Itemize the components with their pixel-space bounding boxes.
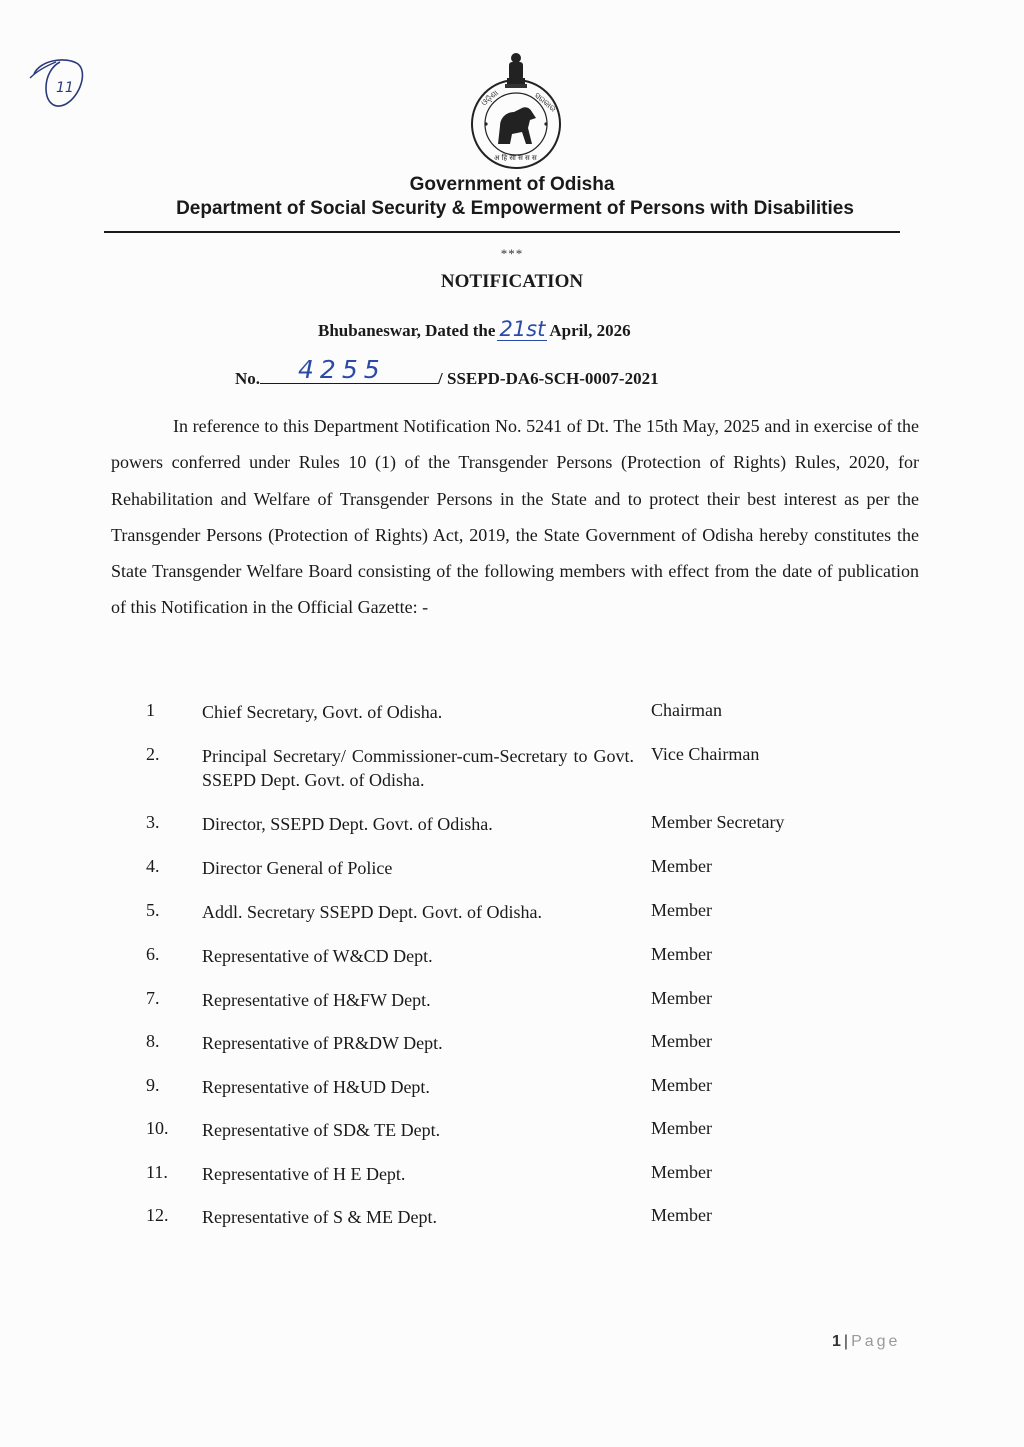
svg-text:अ हि सा स स स: अ हि सा स स स: [494, 154, 537, 162]
department-title: Department of Social Security & Empowerment of Persons with Disabilities: [176, 198, 854, 219]
member-designation: Addl. Secretary SSEPD Dept. Govt. of Odisha.: [202, 902, 542, 922]
svg-text:ସରକାର: ସରକାର: [532, 90, 558, 114]
member-number: 10.: [146, 1118, 169, 1138]
member-designation: Principal Secretary/ Commissioner-cum-Secretary to Govt. SSEPD Dept. Govt. of Odisha.: [202, 746, 634, 790]
member-role: Member: [651, 944, 712, 964]
member-role: Chairman: [651, 700, 722, 720]
member-designation: Representative of H E Dept.: [202, 1164, 406, 1184]
member-designation: Chief Secretary, Govt. of Odisha.: [202, 702, 443, 722]
member-designation: Representative of S & ME Dept.: [202, 1207, 437, 1227]
footer-separator: |: [843, 1333, 849, 1350]
page-footer: [832, 1333, 900, 1351]
number-suffix: / SSEPD-DA6-SCH-0007-2021: [438, 369, 659, 388]
member-number: 5.: [146, 900, 160, 920]
page-label: Page: [851, 1333, 901, 1350]
body-paragraph: In reference to this Department Notification No. 5241 of Dt. The 15th May, 2025 and in exercise of the powers conferred under Rules 10 (1) of the Transgender Persons (Protection of Rights) Rules, 2020, for Rehabilitation and Welfare of Transgender Persons in the State and to protect their best interest as per the Transgender Persons (Protection of Rights) Act, 2019, the State Government of Odisha hereby constitutes the State Transgender Welfare Board consisting of the following members with effect from the date of publication of this Notification in the Official Gazette: -: [111, 416, 919, 618]
member-designation: Representative of SD& TE Dept.: [202, 1120, 441, 1140]
number-blank: [260, 355, 438, 384]
notification-number-line: [235, 355, 659, 389]
margin-annotation-text: 11: [56, 80, 74, 96]
government-title: Government of Odisha: [409, 174, 615, 195]
member-designation: Director, SSEPD Dept. Govt. of Odisha.: [202, 814, 493, 834]
member-number: 11.: [146, 1162, 168, 1182]
odisha-state-emblem-icon: [464, 48, 568, 172]
notification-heading: NOTIFICATION: [440, 271, 584, 292]
page-number: 1: [832, 1333, 841, 1350]
header-divider: [104, 231, 900, 233]
member-number: 1: [146, 700, 155, 720]
member-role: Member: [651, 988, 712, 1008]
member-number: 7.: [146, 988, 160, 1008]
member-role: Member: [651, 1205, 712, 1225]
member-role: Vice Chairman: [651, 744, 760, 764]
date-line: [318, 318, 631, 341]
member-designation: Representative of H&FW Dept.: [202, 990, 431, 1010]
member-designation: Director General of Police: [202, 858, 393, 878]
member-role: Member: [651, 1075, 712, 1095]
number-prefix: No.: [235, 369, 261, 388]
member-role: Member: [651, 1118, 712, 1138]
handwritten-number: 4255: [298, 355, 386, 384]
member-number: 4.: [146, 856, 160, 876]
date-prefix: Bhubaneswar, Dated the: [318, 321, 496, 340]
margin-annotation-circle-icon: [26, 52, 90, 110]
member-number: 8.: [146, 1031, 160, 1051]
member-designation: Representative of W&CD Dept.: [202, 946, 433, 966]
member-role: Member: [651, 856, 712, 876]
svg-text:ଓଡ଼ିଶା: ଓଡ଼ିଶା: [479, 88, 501, 108]
member-role: Member: [651, 1162, 712, 1182]
member-number: 6.: [146, 944, 160, 964]
member-role: Member: [651, 900, 712, 920]
separator-stars: ***: [500, 246, 524, 261]
member-designation: Representative of PR&DW Dept.: [202, 1033, 443, 1053]
date-suffix: April, 2026: [549, 321, 631, 340]
member-role: Member Secretary: [651, 812, 785, 832]
member-role: Member: [651, 1031, 712, 1051]
member-number: 12.: [146, 1205, 169, 1225]
member-number: 9.: [146, 1075, 160, 1095]
member-designation: Representative of H&UD Dept.: [202, 1077, 430, 1097]
member-number: 2.: [146, 744, 160, 764]
member-number: 3.: [146, 812, 160, 832]
handwritten-date: 21st: [499, 317, 546, 341]
